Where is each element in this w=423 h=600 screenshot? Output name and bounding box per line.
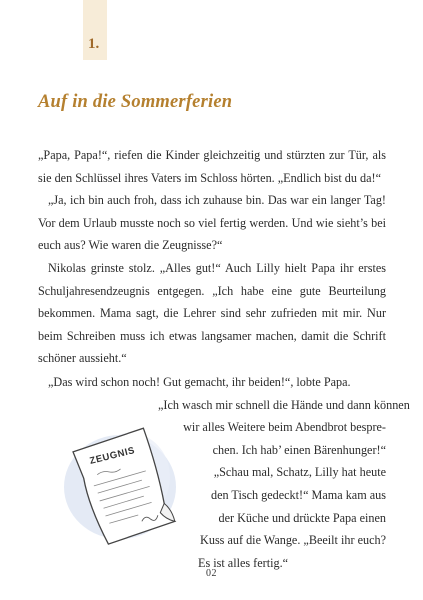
text-line: „Ich wasch mir schnell die Hände und dann können bbox=[158, 397, 410, 412]
text-line: wir alles Weitere beim Abendbrot bespre- bbox=[183, 420, 386, 435]
paragraph: Nikolas grinste stolz. „Alles gut!“ Auch Lilly hielt Papa ihr erstes Schuljahresendzeugnis entgegen. „Ich habe eine gute Beurteilung bekommen. Mama sagt, die Lehrer sind sehr zufrieden mit mir. Nur beim Schreiben muss ich etwas langsamer machen, damit die Schrift schöner aussieht.“ bbox=[38, 260, 386, 366]
text-line: Kuss auf die Wange. „Beeilt ihr euch? bbox=[200, 533, 386, 548]
text-line: chen. Ich hab’ einen Bärenhunger!“ bbox=[212, 442, 386, 457]
chapter-title: Auf in die Sommerferien bbox=[38, 92, 233, 112]
report-card-icon bbox=[60, 417, 186, 547]
text-line: der Küche und drückte Papa einen bbox=[218, 510, 386, 525]
story-text bbox=[38, 144, 386, 370]
paragraph: „Papa, Papa!“, riefen die Kinder gleichzeitig und stürzten zur Tür, als sie den Schlüssel ihres Vaters im Schloss hörten. „Endlich bist du da!“ bbox=[38, 148, 386, 185]
text-line: „Das wird schon noch! Gut gemacht, ihr beiden!“, lobte Papa. bbox=[48, 375, 351, 389]
page-number: 02 bbox=[206, 568, 217, 579]
text-line: den Tisch gedeckt!“ Mama kam aus bbox=[211, 487, 386, 502]
text-line: Es ist alles fertig.“ bbox=[198, 555, 289, 570]
chapter-number: 1. bbox=[88, 36, 100, 52]
text-line: „Schau mal, Schatz, Lilly hat heute bbox=[213, 465, 386, 480]
report-card-heading: ZEUGNIS bbox=[88, 445, 137, 467]
paragraph: „Ja, ich bin auch froh, dass ich zuhause bin. Das war ein langer Tag! Vor dem Urlaub musste noch so viel fertig werden. Und wie sieht’s bei euch aus? Wie waren die Zeugnisse?“ bbox=[38, 193, 386, 253]
